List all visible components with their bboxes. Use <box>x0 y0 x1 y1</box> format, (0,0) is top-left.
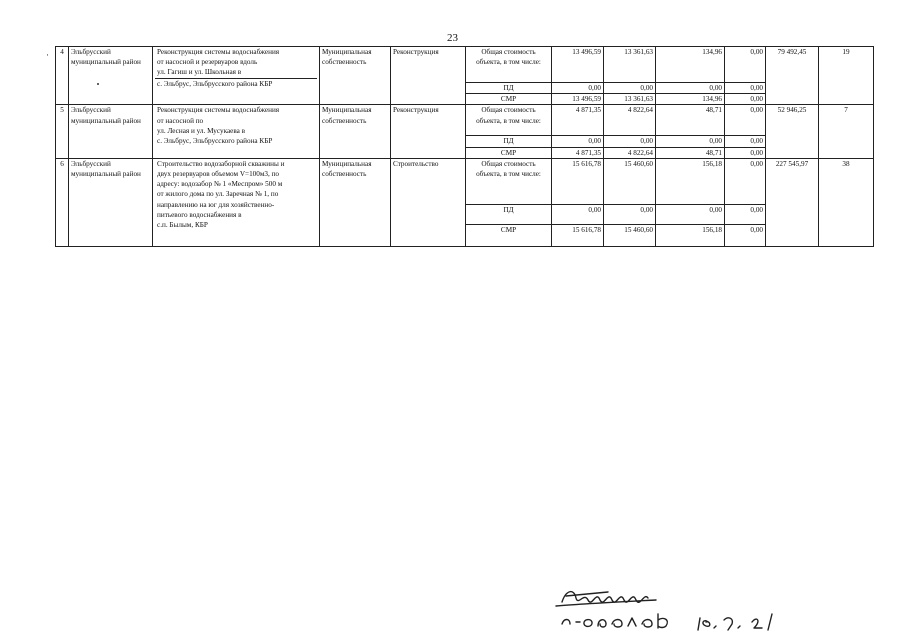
description-line: с.п. Былым, КБР <box>157 221 208 230</box>
handwritten-signature <box>548 578 848 638</box>
description-line: от насосной и резервуаров вдоль <box>157 58 258 67</box>
value-cell: 0,00 <box>656 136 725 147</box>
value-cell: 0,00 <box>604 204 656 224</box>
value-cell: 156,18 <box>656 224 725 246</box>
ownership-cell: Муниципальная собственность <box>320 105 391 158</box>
description-cell <box>153 105 320 158</box>
cost-label: ПД <box>466 204 552 224</box>
value-cell: 13 496,59 <box>552 94 604 105</box>
total-cell: 52 946,25 <box>766 105 819 158</box>
district-cell: Эльбрусский муниципальный район <box>69 158 153 246</box>
value-cell: 0,00 <box>656 83 725 94</box>
value-cell: 0,00 <box>552 83 604 94</box>
description-line: ул. Лесная и ул. Мусукаева в <box>157 126 246 135</box>
total-cell: 79 492,45 <box>766 47 819 105</box>
value-cell: 48,71 <box>656 105 725 136</box>
row-index: 5 <box>56 105 69 158</box>
description-line: ул. Гагиш и ул. Школьная в <box>157 68 242 77</box>
page-number: 23 <box>447 32 458 44</box>
value-cell: 0,00 <box>604 83 656 94</box>
value-cell: 0,00 <box>725 83 766 94</box>
value-cell: 15 460,60 <box>604 224 656 246</box>
count-cell: 19 <box>819 47 874 105</box>
cost-label: Общая стоимость объекта, в том числе: <box>466 47 552 83</box>
district-cell: Эльбрусский муниципальный район <box>69 105 153 158</box>
value-cell: 0,00 <box>725 105 766 136</box>
value-cell: 15 616,78 <box>552 224 604 246</box>
value-cell: 13 496,59 <box>552 47 604 83</box>
table-row <box>56 47 874 83</box>
district-cell: Эльбрусский муниципальный район <box>69 47 153 105</box>
work-type-cell: Строительство <box>391 158 466 246</box>
value-cell: 156,18 <box>656 158 725 204</box>
description-line: от насосной по <box>157 116 204 125</box>
cost-label: СМР <box>466 94 552 105</box>
value-cell: 0,00 <box>656 204 725 224</box>
row-index: 4 <box>56 47 69 105</box>
value-cell: 0,00 <box>725 94 766 105</box>
description-cell <box>153 158 320 246</box>
count-cell: 38 <box>819 158 874 246</box>
value-cell: 0,00 <box>725 158 766 204</box>
margin-mark: · <box>46 50 49 60</box>
value-cell: 15 616,78 <box>552 158 604 204</box>
description-line: питьевого водоснабжения в <box>157 210 242 219</box>
description-line: с. Эльбрус, Эльбрусского района КБР <box>157 137 273 146</box>
description-line: направлению на юг для хозяйственно- <box>157 200 275 209</box>
description-line: с. Эльбрус, Эльбрусского района КБР <box>155 78 317 89</box>
value-cell: 0,00 <box>552 204 604 224</box>
value-cell: 0,00 <box>725 47 766 83</box>
ownership-cell: Муниципальная собственность <box>320 158 391 246</box>
table-row <box>56 158 874 204</box>
cost-label: Общая стоимость объекта, в том числе: <box>466 158 552 204</box>
value-cell: 0,00 <box>725 204 766 224</box>
value-cell: 48,71 <box>656 147 725 158</box>
count-cell: 7 <box>819 105 874 158</box>
value-cell: 13 361,63 <box>604 94 656 105</box>
investment-table <box>55 46 874 247</box>
value-cell: 13 361,63 <box>604 47 656 83</box>
value-cell: 15 460,60 <box>604 158 656 204</box>
cost-label: ПД <box>466 83 552 94</box>
description-cell <box>153 47 320 105</box>
description-line: двух резервуаров объемом V=100м3, по <box>157 170 280 179</box>
value-cell: 0,00 <box>725 224 766 246</box>
value-cell: 134,96 <box>656 47 725 83</box>
work-type-cell: Реконструкция <box>391 105 466 158</box>
description-line: Реконструкция системы водоснабжения <box>157 48 280 56</box>
description-line: адресу: водозабор № 1 «Меспром» 500 м <box>157 180 283 189</box>
value-cell: 134,96 <box>656 94 725 105</box>
cost-label: СМР <box>466 224 552 246</box>
value-cell: 0,00 <box>552 136 604 147</box>
cost-label: ПД <box>466 136 552 147</box>
description-line: от жилого дома по ул. Заречная № 1, по <box>157 190 279 199</box>
ownership-cell: Муниципальная собственность <box>320 47 391 105</box>
value-cell: 4 822,64 <box>604 105 656 136</box>
work-type-cell: Реконструкция <box>391 47 466 105</box>
value-cell: 4 871,35 <box>552 105 604 136</box>
total-cell: 227 545,97 <box>766 158 819 246</box>
value-cell: 0,00 <box>604 136 656 147</box>
value-cell: 4 822,64 <box>604 147 656 158</box>
cost-label: Общая стоимость объекта, в том числе: <box>466 105 552 136</box>
table-row <box>56 105 874 136</box>
value-cell: 4 871,35 <box>552 147 604 158</box>
cost-label: СМР <box>466 147 552 158</box>
row-index: 6 <box>56 158 69 246</box>
value-cell: 0,00 <box>725 136 766 147</box>
value-cell: 0,00 <box>725 147 766 158</box>
description-line: Строительство водозаборной скважины и <box>157 159 285 168</box>
description-line: Реконструкция системы водоснабжения <box>157 106 280 115</box>
